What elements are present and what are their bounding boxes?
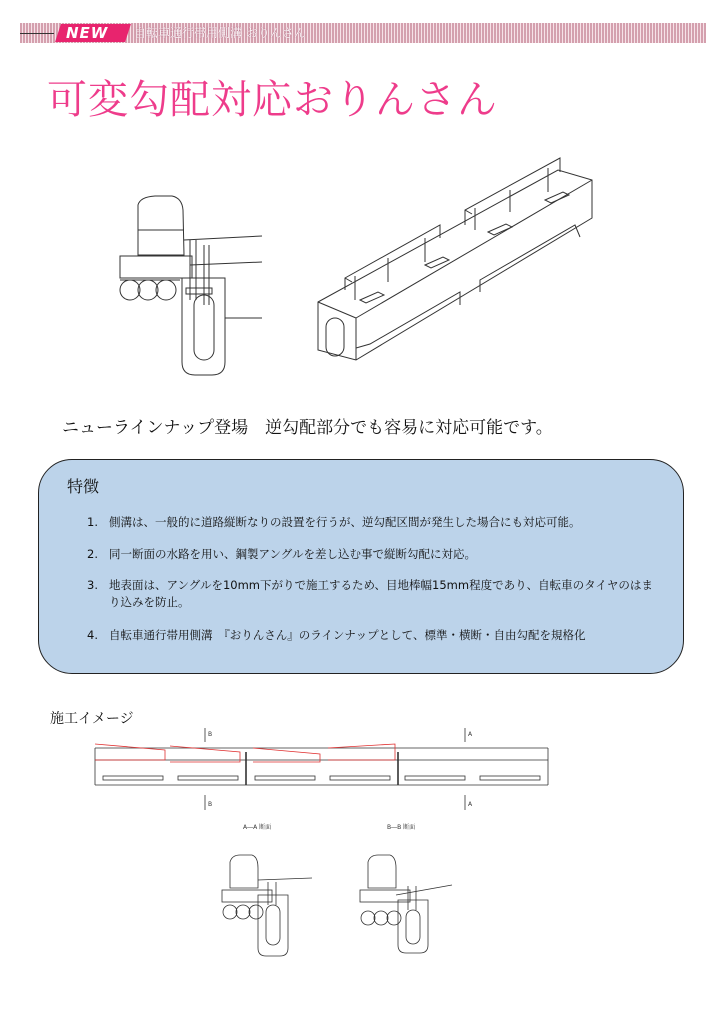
section-mark-a-bottom: A — [468, 801, 473, 808]
header-subtitle: 自転車通行帯用側溝 おりんさん — [134, 26, 306, 40]
caption: ニューラインナップ登場 逆勾配部分でも容易に対応可能です。 — [62, 418, 553, 438]
cross-section-drawing — [120, 196, 262, 375]
feature-number: 4. — [87, 628, 98, 642]
section-mark-a-top: A — [468, 731, 473, 738]
section-aa-drawing — [222, 855, 312, 956]
page-title: 可変勾配対応おりんさん — [47, 77, 498, 123]
section-bb-drawing — [360, 855, 452, 953]
elevation-drawing — [95, 728, 548, 810]
section-bb-label: B―B 断面 — [387, 824, 416, 831]
feature-number: 2. — [87, 547, 98, 561]
slope-line — [95, 744, 395, 762]
feature-text: 側溝は、一般的に道路縦断なりの設置を行うが、逆勾配区間が発生した場合にも対応可能。 — [109, 515, 581, 529]
new-badge-label: NEW — [66, 24, 109, 42]
feature-number: 1. — [87, 515, 98, 529]
feature-text: 地表面は、アングルを10mm下がりで施工するため、目地棒幅15mm程度であり、自転車のタイヤのはまり込みを防止。 — [109, 578, 653, 609]
construction-title: 施工イメージ — [50, 711, 134, 727]
feature-text: 自転車通行帯用側溝 『おりんさん』のラインナップとして、標準・横断・自由勾配を規格化 — [109, 628, 586, 642]
isometric-drawing — [318, 158, 592, 360]
features-title: 特徴 — [67, 477, 100, 496]
section-aa-label: A―A 断面 — [243, 824, 272, 831]
feature-text: 同一断面の水路を用い、鋼製アングルを差し込む事で縦断勾配に対応。 — [109, 547, 476, 561]
features-box — [38, 459, 684, 674]
section-mark-b-top: B — [208, 731, 213, 738]
feature-number: 3. — [87, 578, 98, 592]
section-mark-b-bottom: B — [208, 801, 213, 808]
